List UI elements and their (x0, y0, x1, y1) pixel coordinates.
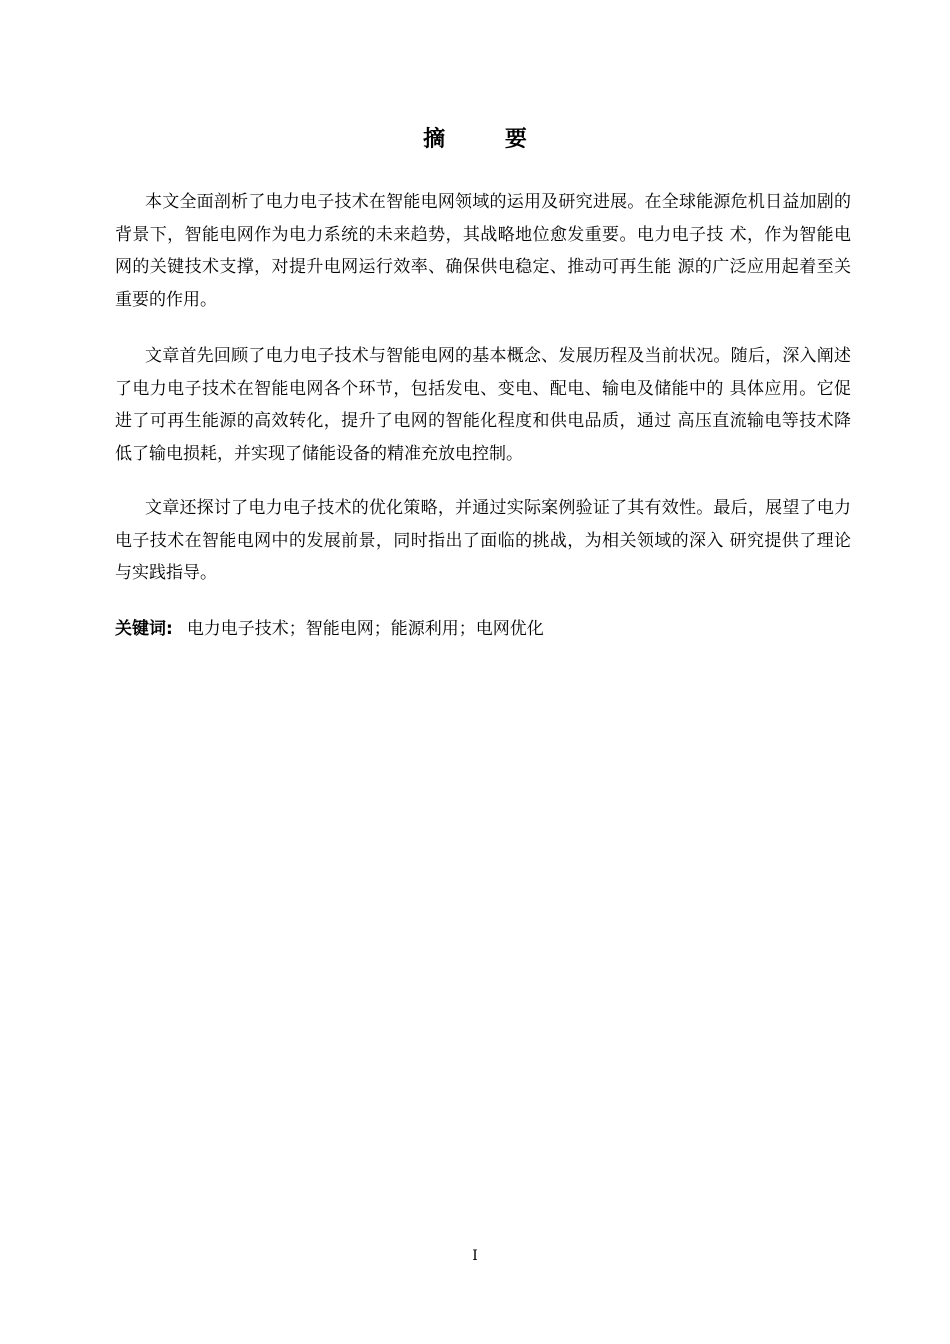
keywords-text: 电力电子技术；智能电网；能源利用；电网优化 (186, 619, 544, 639)
keywords-label: 关键词: (115, 619, 173, 639)
abstract-paragraph-3: 文章还探讨了电力电子技术的优化策略，并通过实际案例验证了其有效性。最后，展望了电力电子技术在智能电网中的发展前景，同时指出了面临的挑战，为相关领域的深入 研究提供了理论与实践指导。 (115, 498, 851, 583)
page-number: I (472, 1248, 478, 1264)
abstract-paragraph-2: 文章首先回顾了电力电子技术与智能电网的基本概念、发展历程及当前状况。随后，深入阐述了电力电子技术在智能电网各个环节，包括发电、变电、配电、输电及储能中的 具体应用。它促进了可再生能源的高效转化，提升了电网的智能化程度和供电品质，通过 高压直流输电等技术降低了输电损耗，并实现了储能设备的精准充放电控制。 (115, 346, 851, 464)
abstract-paragraph-1: 本文全面剖析了电力电子技术在智能电网领域的运用及研究进展。在全球能源危机日益加剧的背景下，智能电网作为电力系统的未来趋势，其战略地位愈发重要。电力电子技 术，作为智能电网的关键技术支撑，对提升电网运行效率、确保供电稳定、推动可再生能 源的广泛应用起着至关重要的作用。 (115, 192, 851, 310)
abstract-title: 摘 要 (423, 126, 553, 152)
keywords-line (115, 613, 851, 645)
